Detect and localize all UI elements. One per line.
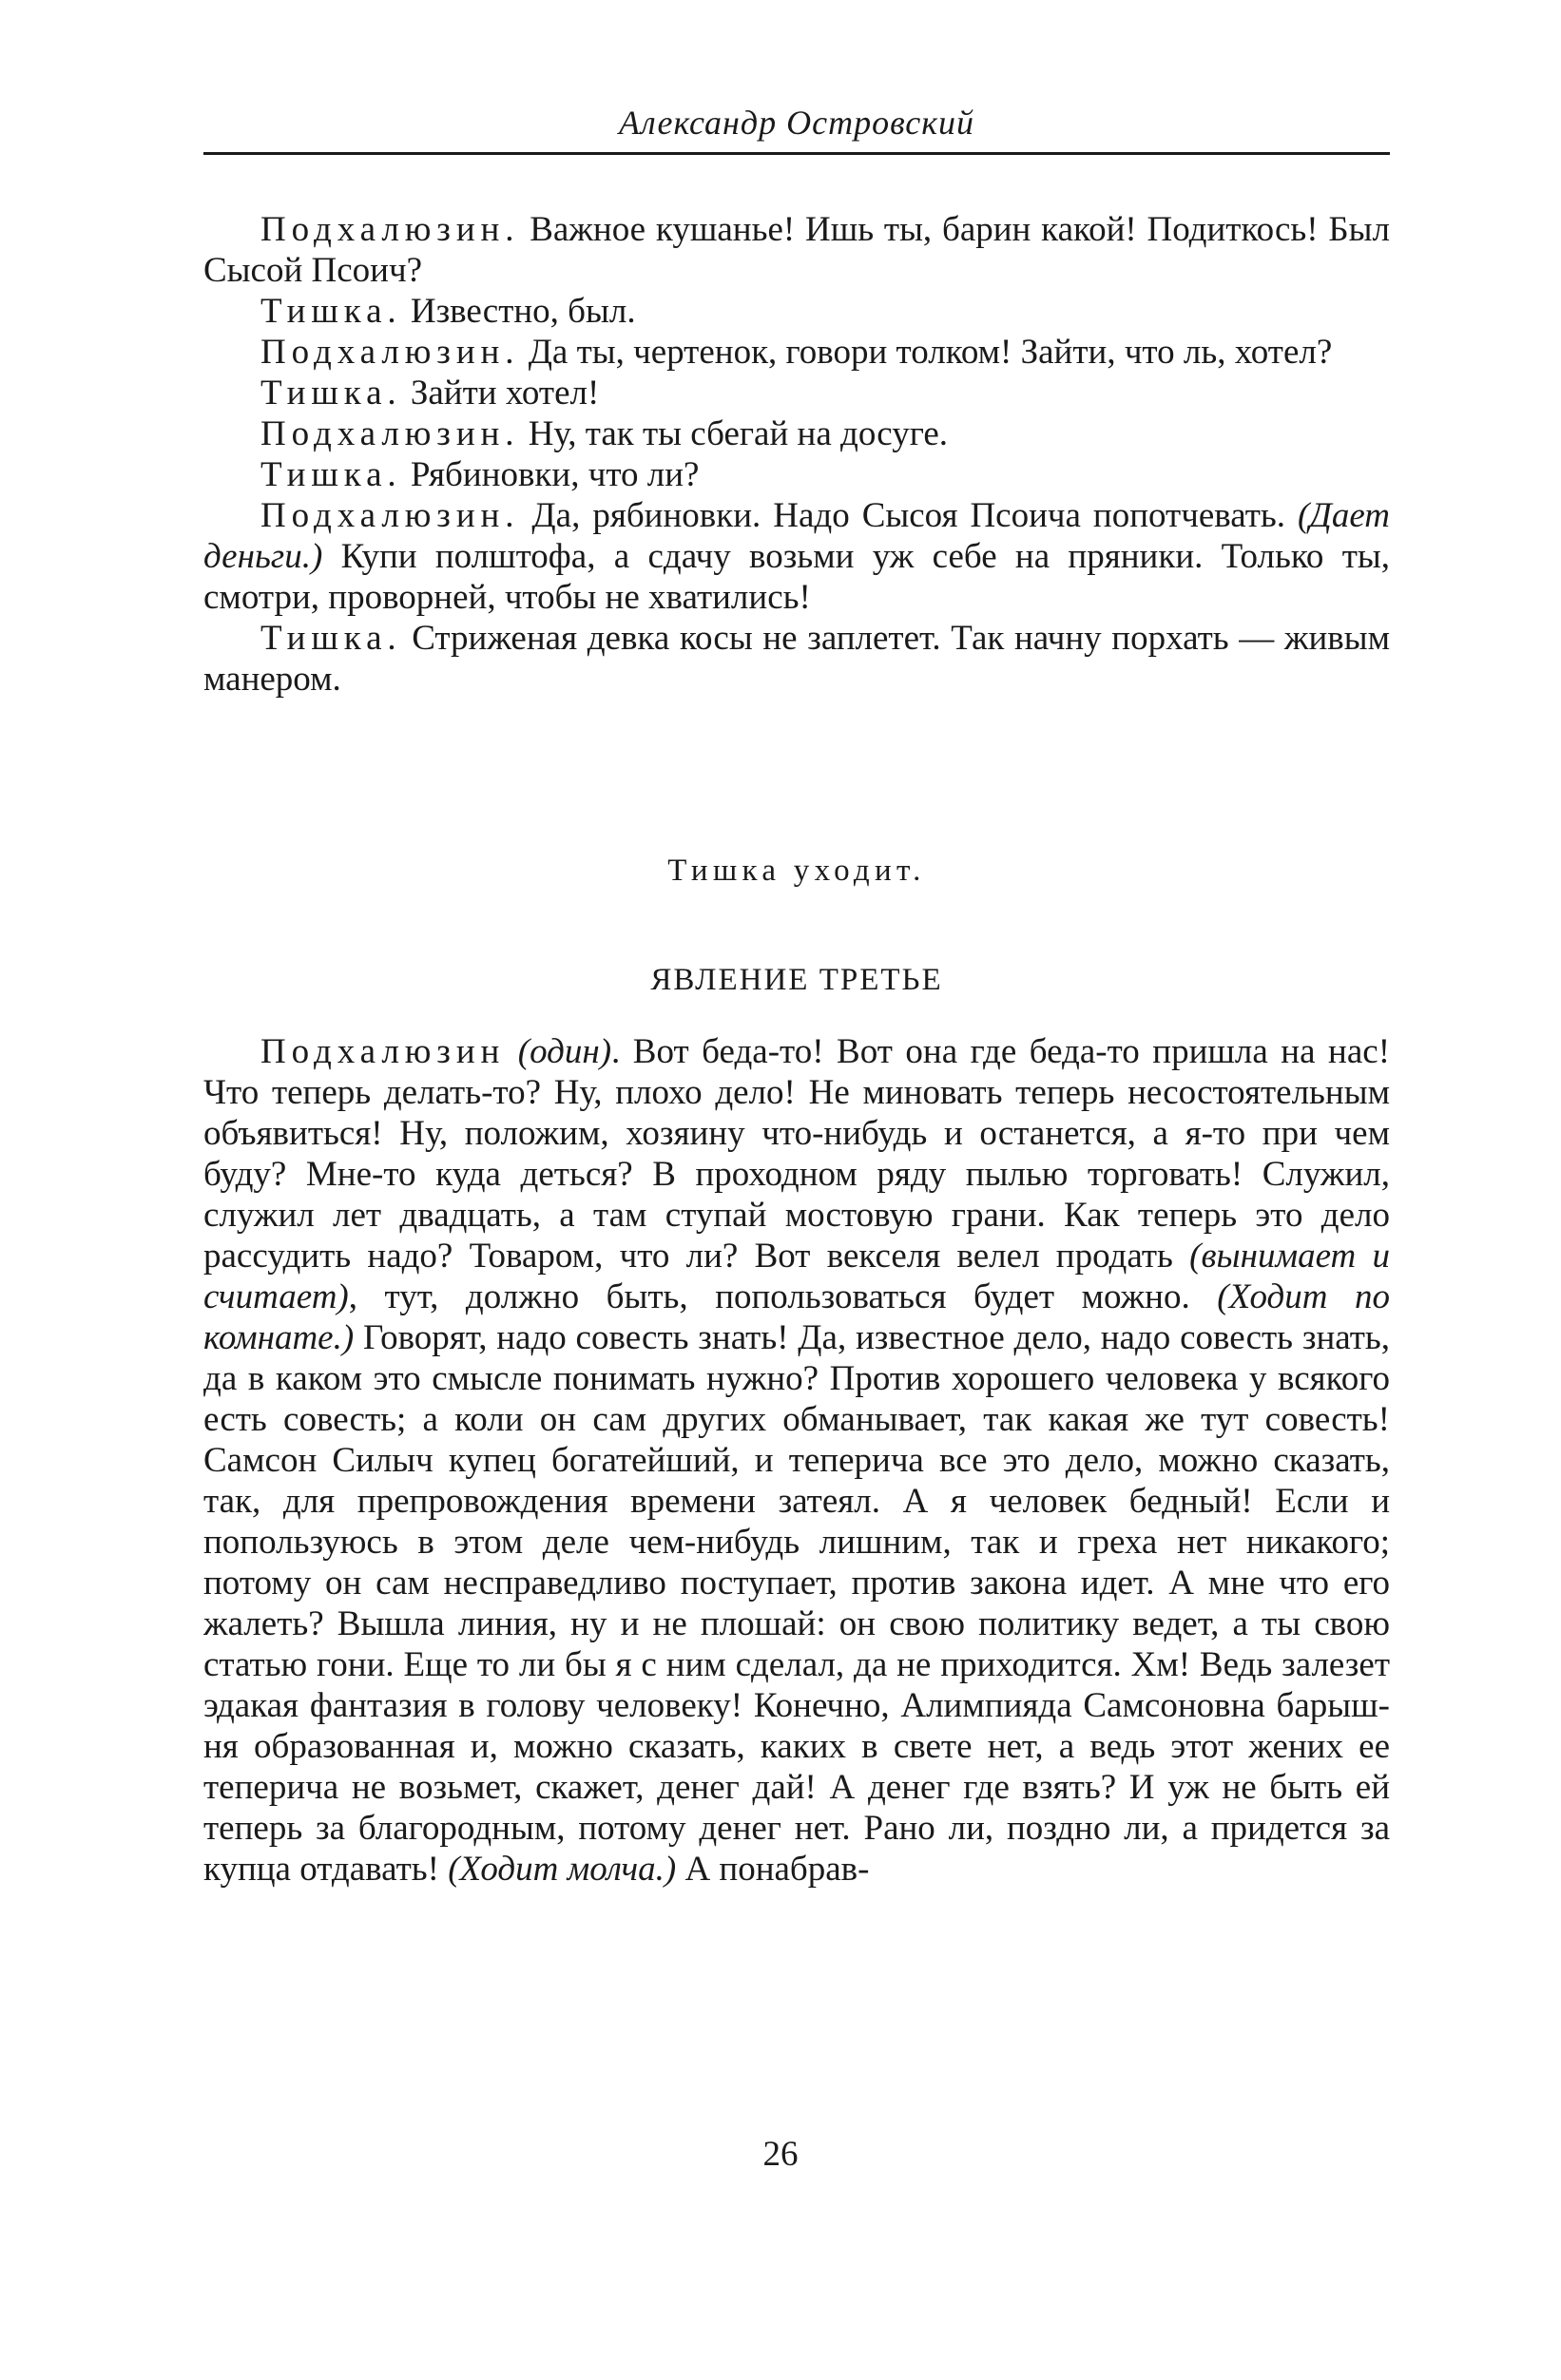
line-text: Да, рябиновки. Надо Сысоя Псоича попотчевать. <box>519 496 1298 535</box>
speaker-name: Подхалюзин. <box>260 210 520 249</box>
monologue-paragraph <box>203 1031 1390 1890</box>
monologue-text: . Вот беда-то! Вот она где беда-то пришла на нас! Что теперь делать-то? Ну, плохо дело! Не миновать теперь несостоятельным объявиться! Ну, положим, хозяину что-нибудь и останется, а я-то при чем буду? Мне-то куда деться? В проходном ряду пылью торговать! Служил, служил лет двадцать, а там ступай мостовую грани. Как теперь это дело рассудить надо? Товаром, что ли? Вот векселя велел продать <box>203 1032 1391 1276</box>
line-text: Купи полштофа, а сдачу возьми уж себе на пряники. Только ты, смотри, проворней, чтобы не хватились! <box>203 537 1390 617</box>
speaker-name: Подхалюзин. <box>260 414 520 453</box>
line-text: Известно, был. <box>401 292 636 331</box>
line-text: Зайти хотел! <box>401 374 600 413</box>
monologue-text: А понабрав- <box>676 1850 870 1889</box>
speaker-name: Тишка. <box>260 292 402 331</box>
monologue-text: Говорят, надо совесть знать! Да, известное дело, надо совесть знать, да в каком это смысле понимать нужно? Против хорошего человека у всякого есть совесть; а коли он сам других обманывает, так какая же тут совесть! Самсон Силыч купец богатейший, и теперича все это дело, можно сказать, так, для препровождения времени затеял. А я человек бедный! Если и попользуюсь в этом деле чем-нибудь лишним, так и греха нет никакого; потому он сам несправедливо поступает, против закона идет. А мне что его жалеть? Вышла линия, ну и не плошай: он свою политику ведет, а ты свою статью гони. Еще то ли бы я с ним сделал, да не приходится. Хм! Ведь залезет эдакая фантазия в голову человеку! Конечно, Алимпияда Самсоновна барышня образованная и, можно сказать, каких в свете нет, а ведь этот жених ее теперича не возьмет, скажет, денег дай! А денег где взять? И уж не быть ей теперь за благородным, потому денег нет. Рано ли, поздно ли, а придется за купца отдавать! <box>203 1318 1390 1889</box>
speaker-name: Подхалюзин. <box>260 333 520 372</box>
speaker-name: Подхалюзин <box>260 1032 506 1071</box>
dialogue-line <box>203 495 1390 618</box>
dialogue-block <box>203 209 1390 700</box>
dialogue-line <box>203 413 1390 454</box>
speaker-name: Подхалюзин. <box>260 496 520 535</box>
dialogue-line <box>203 332 1390 373</box>
line-text: Рябиновки, что ли? <box>401 455 700 494</box>
scene-title-block <box>203 960 1390 1001</box>
scene-title: ЯВЛЕНИЕ ТРЕТЬЕ <box>650 963 943 997</box>
exit-note-block <box>203 851 1390 892</box>
dialogue-line <box>203 373 1390 413</box>
line-text: Стриженая девка косы не заплетет. Так начну порхать — живым манером. <box>203 619 1390 699</box>
speaker-name: Тишка. <box>260 374 402 413</box>
speaker-name: Тишка. <box>260 619 402 658</box>
line-text: Ну, так ты сбегай на досуге. <box>519 414 949 453</box>
running-head: Александр Островский <box>618 104 975 142</box>
dialogue-line <box>203 209 1390 291</box>
dialogue-line <box>203 291 1390 332</box>
dialogue-line <box>203 454 1390 495</box>
page-number: 26 <box>762 2135 799 2174</box>
stage-direction: (Ходит молча.) <box>448 1850 677 1889</box>
speaker-name: Тишка. <box>260 455 402 494</box>
stage-direction: (Дает деньги.) <box>203 496 1390 576</box>
dialogue-line <box>203 618 1390 700</box>
stage-direction: (Ходит по комнате.) <box>203 1277 1390 1357</box>
monologue-text: , тут, должно быть, попользоваться будет можно. <box>348 1277 1218 1316</box>
stage-direction: (один) <box>517 1032 612 1071</box>
stage-direction: (вынимает и считает) <box>203 1237 1390 1316</box>
line-text: Важное кушанье! Ишь ты, барин какой! Подиткось! Был Сысой Псоич? <box>203 210 1390 290</box>
monologue-block <box>203 1031 1390 1890</box>
header-rule <box>203 152 1390 155</box>
line-text: Да ты, чертенок, говори толком! Зайти, что ль, хотел? <box>519 333 1333 372</box>
exit-stage-direction: Тишка уходит. <box>667 854 926 888</box>
